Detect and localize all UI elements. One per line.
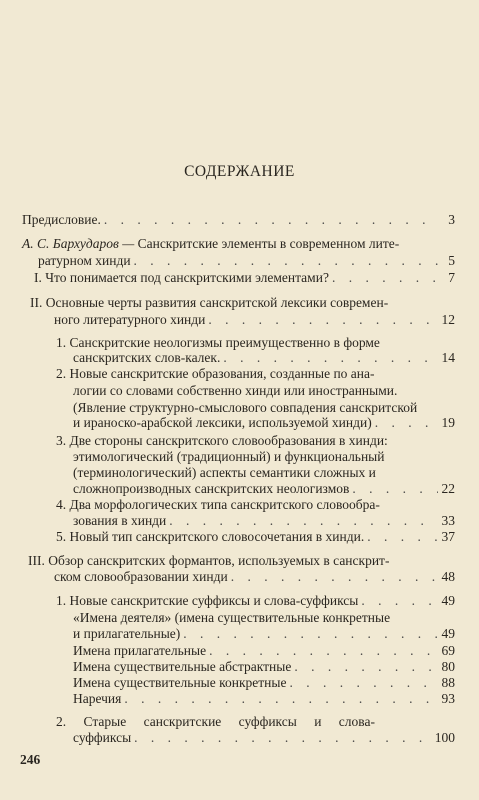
toc-leader — [208, 315, 438, 325]
toc-entry-section-2-2 — [73, 414, 455, 431]
toc-entry-text: ском словообразовании хинди — [54, 569, 228, 584]
toc-entry-text: 2. Старые санскритские суффиксы и слова- — [56, 714, 375, 729]
toc-page-number: 49 — [441, 593, 455, 608]
toc-entry-section-1 — [34, 269, 455, 286]
toc-entry-text: Имена существительные конкретные — [73, 675, 287, 690]
toc-entry-section-3-1c — [73, 658, 455, 675]
toc-page-number: 69 — [441, 643, 455, 658]
toc-entry-text: этимологический (традиционный) и функциональный — [73, 449, 385, 464]
toc-page-number: 3 — [448, 212, 455, 227]
toc-entry-section-3-1e — [73, 690, 455, 707]
toc-leader — [183, 629, 438, 639]
page-number: 246 — [20, 752, 41, 767]
toc-entry-text: I. Что понимается под санскритскими элементами? — [34, 270, 329, 285]
toc-entry-text: «Имена деятеля» (имена существительные конкретные — [73, 610, 391, 625]
toc-leader — [375, 418, 438, 428]
toc-page-number: 93 — [441, 691, 455, 706]
toc-leader — [209, 646, 438, 656]
toc-leader — [352, 484, 438, 494]
toc-entry-section-2 — [54, 311, 455, 328]
toc-entry-text: ного литературного хинди — [54, 312, 206, 327]
toc-page-number: 12 — [441, 312, 455, 327]
toc-entry-text: 2. Новые санскритские образования, созданные по ана- — [56, 366, 375, 381]
toc-article-title-line — [22, 235, 399, 252]
toc-entry-section-3-1a — [73, 625, 455, 642]
toc-page-number: 5 — [448, 253, 455, 268]
toc-leader — [294, 662, 438, 672]
toc-entry-section-2-4 — [73, 512, 455, 529]
toc-leader — [367, 532, 438, 542]
toc-entry-section-3 — [54, 568, 455, 585]
toc-page-number: 48 — [441, 569, 455, 584]
toc-page-number: 22 — [441, 481, 455, 496]
toc-entry-text: (Явление структурно-смыслового совпадения санскритской — [73, 400, 418, 415]
toc-entry-section-2-5 — [56, 528, 455, 545]
toc-entry-section-3-1b — [73, 642, 455, 659]
toc-leader — [332, 273, 438, 283]
toc-entry-text: 3. Две стороны санскритского словообразования в хинди: — [56, 433, 388, 448]
toc-page-number: 14 — [441, 350, 455, 365]
toc-page-number: 88 — [441, 675, 455, 690]
toc-entry-text: Наречия — [73, 691, 122, 706]
toc-leader — [124, 694, 438, 704]
toc-entry-text: сложнопроизводных санскритских неологизмов — [73, 481, 350, 496]
toc-entry-text: суффиксы — [73, 730, 132, 745]
toc-entry-text: зования в хинди — [73, 513, 167, 528]
toc-entry-text: и ираноско-арабской лексики, используемой хинди) — [73, 415, 372, 430]
toc-entry-text: 5. Новый тип санскритского словосочетания в хинди. — [56, 529, 365, 544]
toc-page-number: 19 — [441, 415, 455, 430]
toc-leader — [361, 596, 438, 606]
toc-entry-section-3-1 — [56, 592, 455, 609]
toc-entry-text: Имена прилагательные — [73, 643, 207, 658]
contents-heading: СОДЕРЖАНИЕ — [184, 163, 295, 180]
toc-leader — [104, 215, 438, 225]
toc-entry-section-3-2 — [73, 729, 455, 746]
toc-leader — [134, 256, 438, 266]
toc-entry-section-2-3 — [73, 480, 455, 497]
toc-entry-article — [38, 252, 455, 269]
toc-leader — [223, 353, 438, 363]
toc-entry-preface — [22, 211, 455, 228]
toc-entry-text: Предисловие. — [22, 212, 101, 227]
toc-entry-text: ратурном хинди — [38, 253, 131, 268]
toc-page-number: 7 — [448, 270, 455, 285]
toc-author: А. С. Бархударов — — [22, 236, 135, 251]
toc-entry-section-2-1 — [73, 349, 455, 366]
toc-leader — [169, 516, 438, 526]
toc-entry-text: 1. Санскритские неологизмы преимущественно в форме — [56, 335, 380, 350]
toc-entry-text: санскритских слов-калек. — [73, 350, 221, 365]
toc-entry-text: II. Основные черты развития санскритской лексики современ- — [30, 295, 389, 310]
toc-page-number: 100 — [434, 730, 455, 745]
toc-leader — [134, 733, 432, 743]
toc-entry-text: Санскритские элементы в современном лите- — [137, 236, 400, 251]
toc-entry-text: 4. Два морфологических типа санскритского словообра- — [56, 497, 380, 512]
toc-leader — [231, 572, 438, 582]
toc-page-number: 37 — [441, 529, 455, 544]
toc-entry-text: (терминологический) аспекты семантики сложных и — [73, 465, 376, 480]
toc-entry-text: и прилагательные) — [73, 626, 181, 641]
toc-entry-text: Имена существительные абстрактные — [73, 659, 292, 674]
toc-entry-text: логии со словами собственно хинди или иностранными. — [73, 383, 398, 398]
toc-entry-section-3-1d — [73, 674, 455, 691]
toc-entry-text: III. Обзор санскритских формантов, используемых в санскрит- — [28, 553, 390, 568]
toc-page-number: 49 — [441, 626, 455, 641]
toc-page-number: 80 — [441, 659, 455, 674]
toc-page-number: 33 — [441, 513, 455, 528]
toc-entry-text: 1. Новые санскритские суффиксы и слова-суффиксы — [56, 593, 359, 608]
toc-leader — [289, 678, 438, 688]
